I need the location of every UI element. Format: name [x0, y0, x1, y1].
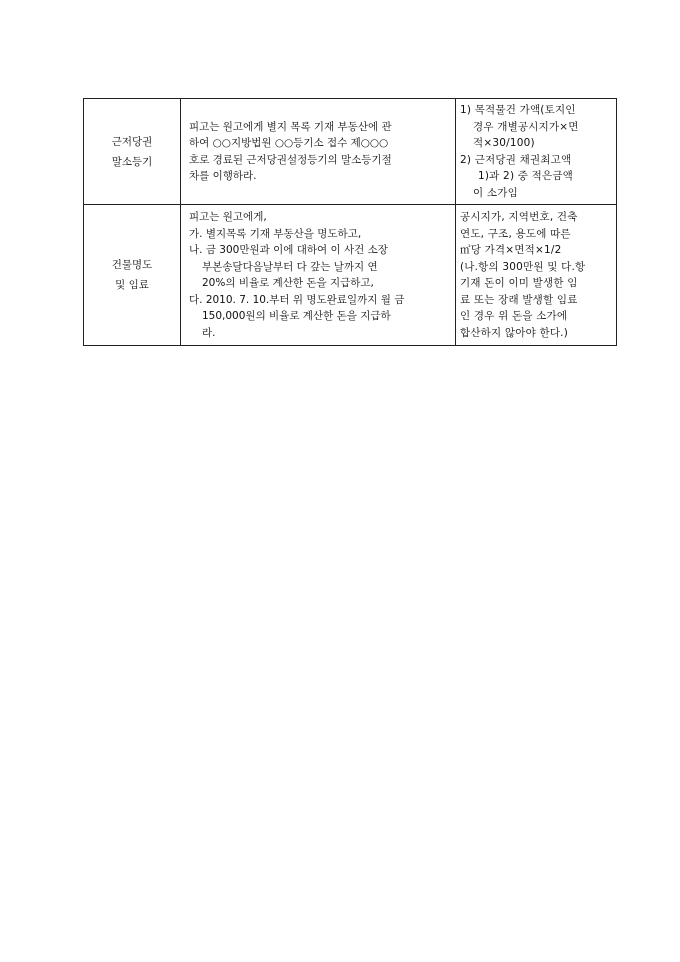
- claim-line: 차를 이행하라.: [189, 170, 257, 182]
- value-cell: [456, 99, 617, 205]
- category-line: 근저당권: [111, 135, 153, 148]
- claim-line: 라.: [202, 326, 216, 339]
- value-line: 적×30/100): [473, 137, 535, 149]
- category-cell: [84, 99, 181, 205]
- value-line: 1)과 2) 중 적은금액: [478, 170, 574, 182]
- claim-line: 피고는 원고에게,: [189, 211, 267, 223]
- category-line: 건물명도: [111, 259, 153, 271]
- claim-cell: [181, 99, 456, 205]
- claim-line: 가. 별지목록 기재 부동산을 명도하고,: [189, 227, 362, 240]
- claim-line: 다. 2010. 7. 10.부터 위 명도완료일까지 월 금: [189, 293, 405, 306]
- claim-line: 150,000원의 비율로 계산한 돈을 지급하: [202, 310, 391, 322]
- table-row: [84, 99, 617, 205]
- category-line: 및 임료: [115, 279, 149, 291]
- value-line: (나.항의 300만원 및 다.항: [460, 260, 586, 273]
- value-line: 공시지가, 지역번호, 건축: [460, 211, 578, 223]
- value-line: 합산하지 않아야 한다.): [460, 326, 568, 339]
- claim-line: 부본송달다음날부터 다 갚는 날까지 연: [202, 260, 378, 273]
- category-line: 말소등기: [111, 155, 153, 168]
- value-line: 기재 돈이 이미 발생한 임: [460, 277, 578, 289]
- table-row: [84, 205, 617, 346]
- value-line: 1) 목적물건 가액(토지인: [460, 104, 576, 116]
- category-cell: [84, 205, 181, 346]
- claim-line: 하여 ○○지방법원 ○○등기소 접수 제○○○: [189, 137, 389, 149]
- value-line: 연도, 구조, 용도에 따른: [460, 227, 571, 240]
- value-line: 이 소가임: [473, 186, 518, 199]
- value-line: 인 경우 위 돈을 소가에: [460, 310, 568, 322]
- claim-line: 피고는 원고에게 별지 목록 기재 부동산에 관: [189, 120, 392, 133]
- claim-value-table: [83, 98, 617, 346]
- claim-line: 나. 금 300만원과 이에 대하여 이 사건 소장: [189, 244, 388, 256]
- value-cell: [456, 205, 617, 346]
- claim-cell: [181, 205, 456, 346]
- claim-line: 20%의 비율로 계산한 돈을 지급하고,: [202, 277, 374, 289]
- value-line: 2) 근저당권 채권최고액: [460, 153, 572, 166]
- value-line: 경우 개별공시지가×면: [473, 120, 579, 133]
- value-line: 료 또는 장래 발생할 임료: [460, 293, 578, 306]
- claim-line: 호로 경료된 근저당권설정등기의 말소등기절: [189, 153, 392, 166]
- value-line: ㎡당 가격×면적×1/2: [460, 244, 562, 256]
